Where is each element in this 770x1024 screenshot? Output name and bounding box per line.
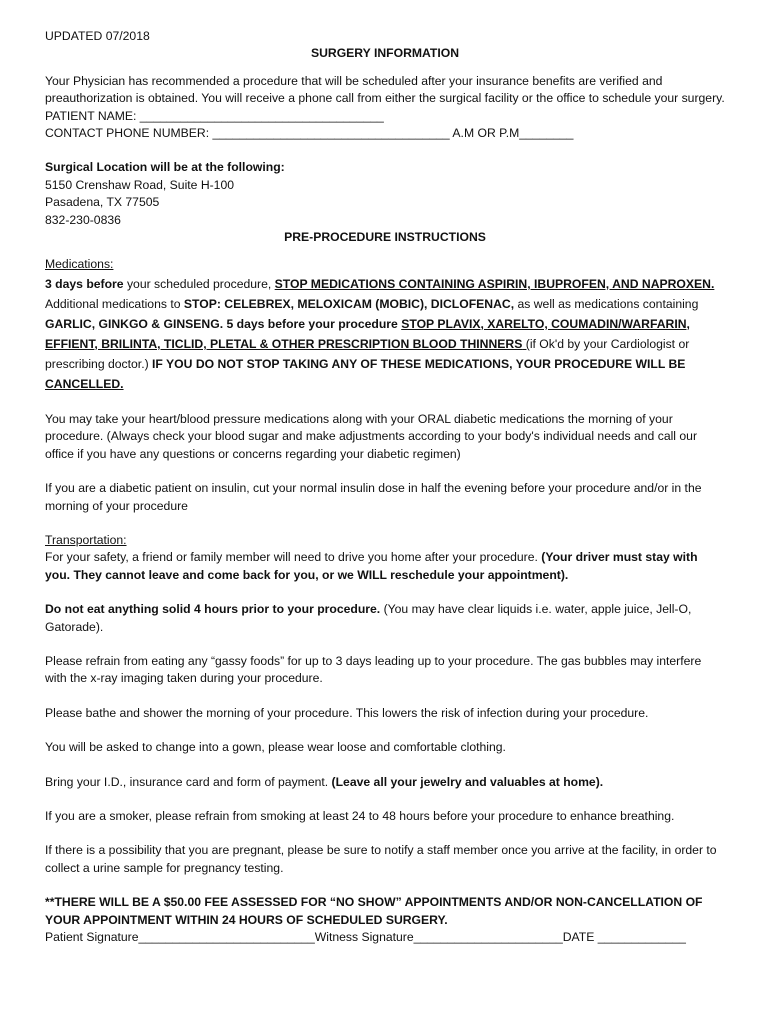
pregnancy-paragraph: If there is a possibility that you are pregnant, please be sure to notify a staff member once you arrive at the facility, in order to collect a urine sample for pregnancy testing. <box>45 843 717 875</box>
no-eat-paragraph: Do not eat anything solid 4 hours prior to your procedure. (You may have clear liquids i.e. water, apple juice, Jell-O, Gatorade). <box>45 602 692 634</box>
bathe-paragraph: Please bathe and shower the morning of your procedure. This lowers the risk of infection during your procedure. <box>45 705 649 720</box>
pre-procedure-title: PRE-PROCEDURE INSTRUCTIONS <box>284 230 486 245</box>
insulin-paragraph: If you are a diabetic patient on insulin, cut your normal insulin dose in half the evening before your procedure and/or in the morning of your procedure <box>45 481 702 513</box>
location-phone: 832-230-0836 <box>45 212 121 227</box>
contact-phone-field: CONTACT PHONE NUMBER: ___________________________________ A.M OR P.M________ <box>45 126 574 141</box>
bring-items-paragraph: Bring your I.D., insurance card and form of payment. (Leave all your jewelry and valuables at home). <box>45 774 604 789</box>
signature-line: Patient Signature__________________________Witness Signature______________________DATE _____________ <box>45 930 686 944</box>
transportation-paragraph: For your safety, a friend or family member will need to drive you home after your procedure. (Your driver must stay with you. They cannot leave and come back for you, or we WILL reschedule your appointment). <box>45 550 698 582</box>
medications-paragraph: 3 days before your scheduled procedure, STOP MEDICATIONS CONTAINING ASPIRIN, IBUPROFEN, AND NAPROXEN. Additional medications to STOP: CELEBREX, MELOXICAM (MOBIC), DICLOFENAC, as well as medications containing GARLIC, GINKGO & GINSENG. 5 days before your procedure STOP PLAVIX, XARELTO, COUMADIN/WARFARIN, EFFIENT, BRILINTA, TICLID, PLETAL & OTHER PRESCRIPTION BLOOD THINNERS (if Ok'd by your Cardiologist or prescribing doctor.) IF YOU DO NOT STOP TAKING ANY OF THESE MEDICATIONS, YOUR PROCEDURE WILL BE CANCELLED. <box>45 276 715 391</box>
medications-heading: Medications: <box>45 257 114 272</box>
heart-bp-paragraph: You may take your heart/blood pressure medications along with your ORAL diabetic medications the morning of your procedure. (Always check your blood sugar and make adjustments according to your body's individual needs and call our office if you have any questions or concerns regarding your diabetic regimen) <box>45 411 698 461</box>
updated-date: UPDATED 07/2018 <box>45 29 150 43</box>
intro-paragraph: Your Physician has recommended a procedure that will be scheduled after your insurance benefits are verified and preauthorization is obtained. You will receive a phone call from either the surgical facility or the office to schedule your surgery. <box>45 73 725 106</box>
document-title: SURGERY INFORMATION <box>310 46 460 61</box>
location-heading: Surgical Location will be at the following: <box>45 160 285 175</box>
location-address-line1: 5150 Crenshaw Road, Suite H-100 <box>45 177 235 192</box>
location-address-line2: Pasadena, TX 77505 <box>45 195 160 210</box>
transportation-heading: Transportation: <box>45 532 127 547</box>
gown-paragraph: You will be asked to change into a gown, please wear loose and comfortable clothing. <box>45 740 506 755</box>
no-show-fee-notice: **THERE WILL BE A $50.00 FEE ASSESSED FOR “NO SHOW” APPOINTMENTS AND/OR NON-CANCELLATION OF YOUR APPOINTMENT WITHIN 24 HOURS OF SCHEDULED SURGERY. <box>45 895 703 927</box>
patient-name-field: PATIENT NAME: ____________________________________ <box>45 108 384 123</box>
smoker-paragraph: If you are a smoker, please refrain from smoking at least 24 to 48 hours before your procedure to enhance breathing. <box>45 808 675 823</box>
document-page <box>45 28 725 946</box>
gassy-foods-paragraph: Please refrain from eating any “gassy foods” for up to 3 days leading up to your procedure. The gas bubbles may interfere with the x-ray imaging taken during your procedure. <box>45 653 702 686</box>
